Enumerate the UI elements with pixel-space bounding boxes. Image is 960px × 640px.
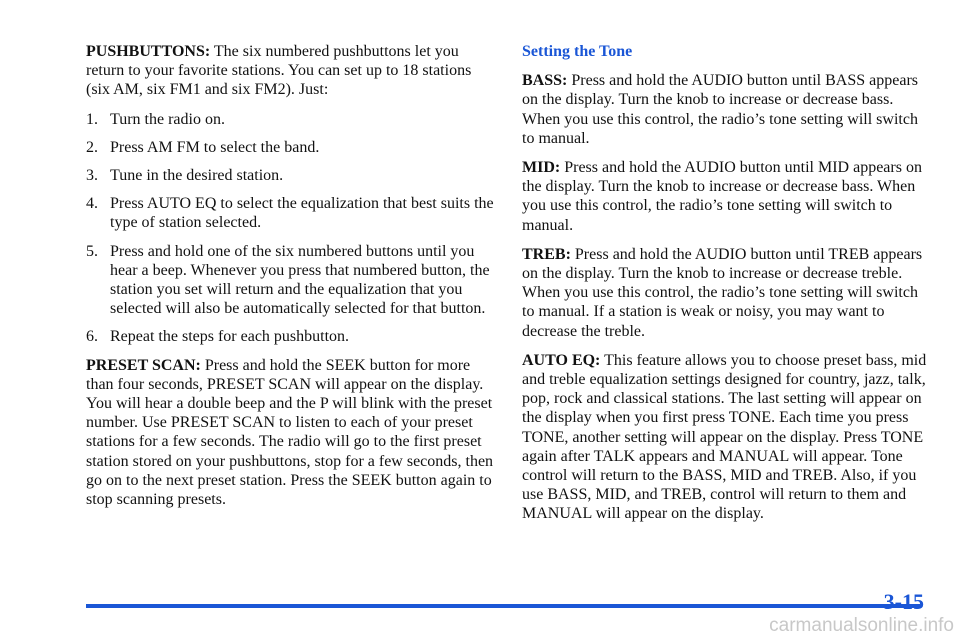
watermark: carmanualsonline.info <box>769 615 954 636</box>
step-number: 6. <box>86 328 98 346</box>
treb-text: Press and hold the AUDIO button until TREB appears on the display. Turn the knob to increase or decrease treble. When you use this control, the radio’s tone setting will switch to manual. If a station is weak or noisy, you may want to decrease the treble. <box>522 245 923 340</box>
step-text: Repeat the steps for each pushbutton. <box>110 328 350 346</box>
step-text: Press AM FM to select the band. <box>110 138 320 156</box>
step-number: 4. <box>86 195 98 213</box>
treb-term: TREB: <box>522 245 571 263</box>
pushbuttons-term: PUSHBUTTONS: <box>86 43 211 60</box>
mid-term: MID: <box>522 159 561 177</box>
step-text: Press and hold one of the six numbered buttons until you hear a beep. Whenever you press that numbered button, the station you set will return and the equalization that you selected will also be automatically selected for that button. <box>110 242 490 318</box>
page-number: 3-15 <box>883 589 924 614</box>
step-text: Turn the radio on. <box>110 110 225 128</box>
step-number: 5. <box>86 242 98 260</box>
step-text: Tune in the desired station. <box>110 167 284 185</box>
step-number: 3. <box>86 167 98 185</box>
pushbuttons-paragraph <box>86 42 496 100</box>
step-item <box>86 138 496 157</box>
auto-eq-term: AUTO EQ: <box>522 351 601 369</box>
preset-scan-text: Press and hold the SEEK button for more than four seconds, PRESET SCAN will appear on the display. You will hear a double beep and the P will blink with the preset number. Use PRESET SCAN to listen to each of your preset stations for a few seconds. The radio will go to the first preset station stored on your pushbuttons, stop for a few seconds, then go on to the next preset station. Press the SEEK button again to stop scanning presets. <box>86 356 494 509</box>
right-column <box>522 42 932 534</box>
bass-text: Press and hold the AUDIO button until BASS appears on the display. Turn the knob to increase or decrease bass. When you use this control, the radio’s tone setting will switch to manual. <box>522 72 919 147</box>
bass-paragraph <box>522 71 932 148</box>
footer-rule <box>86 604 920 608</box>
step-number: 2. <box>86 138 98 156</box>
left-column <box>86 42 496 519</box>
section-heading: Setting the Tone <box>522 43 633 60</box>
step-number: 1. <box>86 110 98 128</box>
auto-eq-text: This feature allows you to choose preset bass, mid and treble equalization settings designed for country, jazz, talk, pop, rock and classical stations. The last setting will appear on the display when you first press TONE. Each time you press TONE, another setting will appear on the display. Press TONE again after TALK appears and MANUAL will appear. Tone control will return to the BASS, MID and TREB. Also, if you use BASS, MID, and TREB, control will return to them and MANUAL will appear on the display. <box>522 351 927 523</box>
bass-term: BASS: <box>522 72 568 90</box>
step-item <box>86 242 496 319</box>
mid-text: Press and hold the AUDIO button until MID appears on the display. Turn the knob to increase or decrease bass. When you use this control, the radio’s tone setting will switch to manual. <box>522 159 922 234</box>
preset-scan-term: PRESET SCAN: <box>86 356 201 374</box>
auto-eq-paragraph <box>522 351 932 524</box>
step-item <box>86 166 496 185</box>
pushbuttons-text: The six numbered pushbuttons let you return to your favorite stations. You can set up to 18 stations (six AM, six FM1 and six FM2). Just: <box>86 43 472 99</box>
treb-paragraph <box>522 245 932 341</box>
step-text: Press AUTO EQ to select the equalization that best suits the type of station selected. <box>110 195 494 232</box>
step-item <box>86 194 496 232</box>
preset-scan-paragraph <box>86 356 496 510</box>
step-item <box>86 110 496 129</box>
mid-paragraph <box>522 158 932 235</box>
step-item <box>86 327 496 346</box>
